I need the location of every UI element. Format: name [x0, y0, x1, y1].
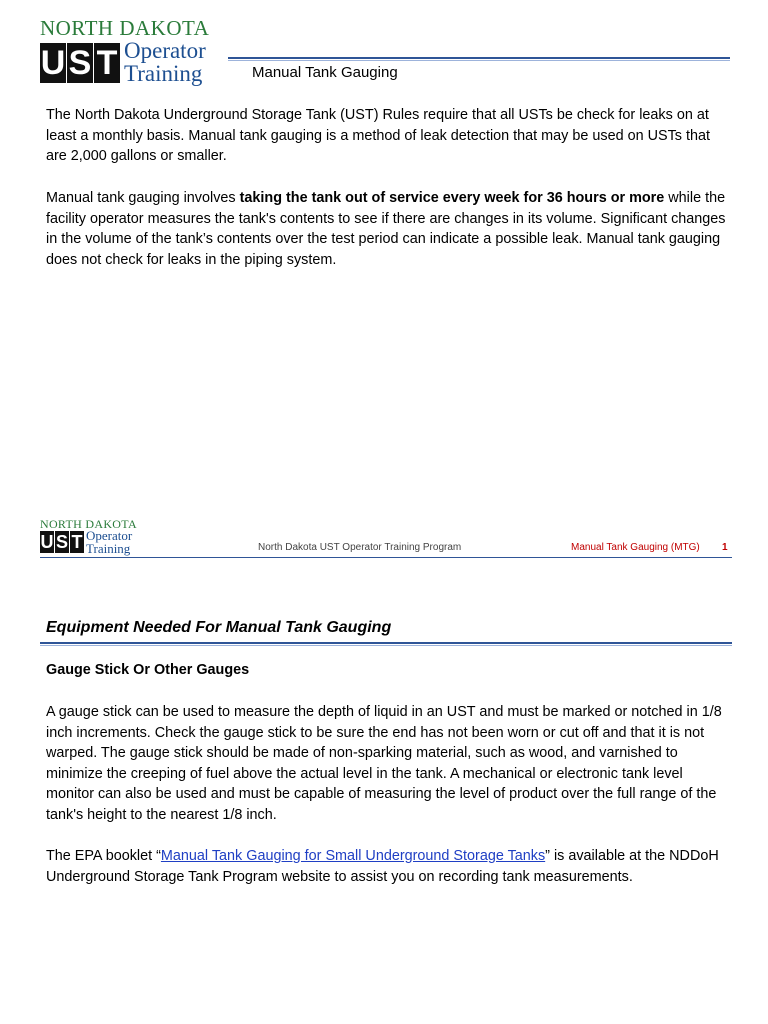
footer-logo-state: NORTH DAKOTA [40, 517, 137, 531]
page-title: Manual Tank Gauging [252, 64, 398, 81]
footer-logo-word-training: Training [86, 541, 131, 556]
section-divider [40, 642, 732, 644]
footer-ust-letter-t: T [71, 532, 83, 552]
footer-program-name: North Dakota UST Operator Training Program [258, 542, 462, 553]
header-divider-light [228, 60, 730, 61]
ust-logo [40, 43, 121, 83]
header-divider [228, 57, 730, 59]
epa-booklet-start: The EPA booklet “ [46, 848, 161, 864]
mtg-description-paragraph [46, 188, 732, 270]
logo-state-text: NORTH DAKOTA [40, 16, 210, 40]
footer-logo-word-operator: Operator [86, 528, 133, 543]
footer-section-name: Manual Tank Gauging (MTG) [571, 542, 700, 553]
section-divider-light [40, 645, 732, 646]
footer-logo-words [86, 529, 132, 555]
epa-booklet-link[interactable]: Manual Tank Gauging for Small Underground Storage Tanks [160, 848, 546, 864]
footer-page-number: 1 [722, 542, 728, 553]
logo-word-training: Training [124, 61, 203, 86]
mtg-description-emphasis: taking the tank out of service every week for 36 hours or more [239, 190, 665, 206]
logo-words [124, 39, 206, 85]
footer-ust-letter-u: U [40, 532, 54, 552]
sub-heading: Gauge Stick Or Other Gauges [46, 662, 250, 678]
epa-booklet-end: ” is available at the NDDoH Underground Storage Tank Program website to assist you on recording tank measurements. [46, 848, 719, 885]
section-heading: Equipment Needed For Manual Tank Gauging [46, 619, 392, 636]
logo-word-operator: Operator [124, 38, 206, 63]
gauge-stick-paragraph: A gauge stick can be used to measure the depth of liquid in an UST and must be marked or notched in 1/8 inch increments. Check the gauge stick to be sure the end has not been worn or cut off and that it is not warped. The gauge stick should be made of non-sparking material, such as wood, and varnished to minimize the creeping of fuel above the actual level in the tank. A mechanical or electronic tank level monitor can also be used and must be capable of measuring the level of product over the full range of the tank's height to the nearest 1/8 inch. [46, 704, 722, 823]
intro-paragraph: The North Dakota Underground Storage Tank (UST) Rules require that all USTs be check for leaks on at least a monthly basis. Manual tank gauging is a method of leak detection that may be used on USTs that are 2,000 gallons or smaller. [46, 107, 710, 164]
epa-booklet-paragraph [46, 846, 732, 887]
ust-letter-u: U [40, 44, 66, 82]
mtg-description-start: Manual tank gauging involves [46, 190, 240, 206]
ust-letter-s: S [68, 44, 92, 82]
footer-ust-logo [40, 531, 85, 553]
mtg-description-end: while the facility operator measures the tank's contents to see if there are changes in its volume. Significant changes in the volume of the tank’s contents over the test period can indicate a possible leak. Manual tank gauging does not check for leaks in the piping system. [46, 190, 726, 268]
ust-letter-t: T [94, 43, 120, 83]
footer-ust-letter-s: S [55, 532, 68, 552]
footer-divider [40, 557, 732, 558]
